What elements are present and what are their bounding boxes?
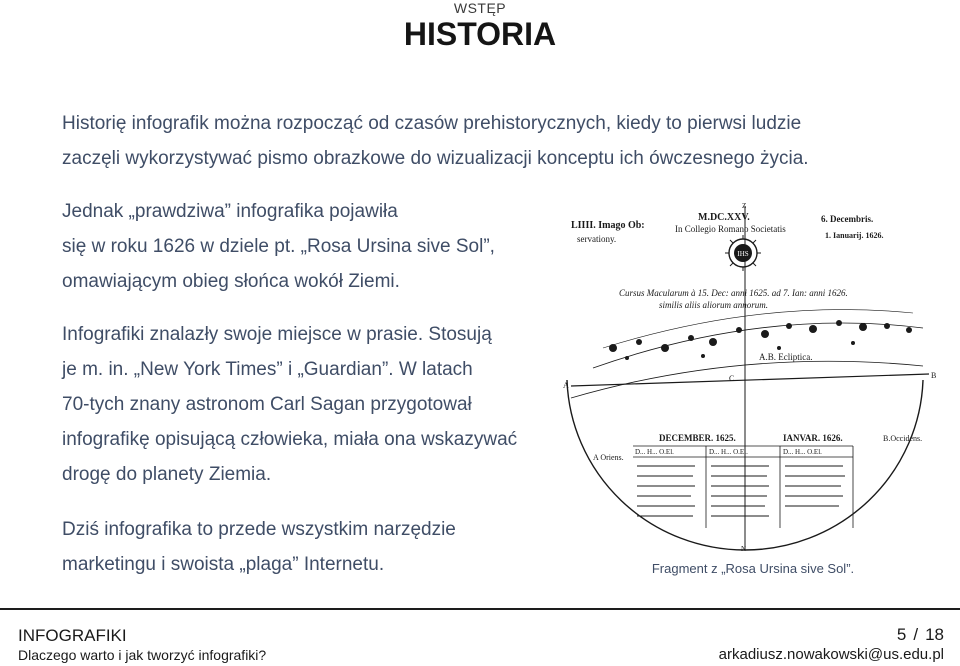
- figure-text: C: [729, 374, 735, 383]
- spot-path-line: [593, 323, 923, 368]
- page-current: 5: [896, 625, 907, 644]
- figure-text: D... H... O.El.: [783, 448, 822, 456]
- text-line: Dziś infografika to przede wszystkim narzędzie: [62, 519, 456, 540]
- text-line: Infografiki znalazły swoje miejsce w prasie. Stosują: [62, 324, 492, 345]
- figure-text: 6. Decembris.: [821, 214, 874, 224]
- page-number: [897, 625, 944, 645]
- text-line: infografikę opisującą człowieka, miała ona wskazywać: [62, 429, 518, 450]
- figure-text: A.B. Ecliptica.: [759, 352, 813, 362]
- figure-text: IANVAR. 1626.: [783, 433, 843, 443]
- figure-text: A Oriens.: [593, 453, 624, 462]
- text-line: się w roku 1626 w dziele pt. „Rosa Ursina sive Sol”,: [62, 236, 495, 257]
- figure-text: Cursus Macularum à 15. Dec: anni 1625. ad 7. Ian: anni 1626.: [619, 288, 848, 298]
- figure-text: D... H... O.El.: [635, 448, 674, 456]
- text-line: 70-tych znany astronom Carl Sagan przygotował: [62, 394, 472, 415]
- author-email: arkadiusz.nowakowski@us.edu.pl: [718, 646, 944, 663]
- press-paragraph: [62, 317, 542, 492]
- figure-text: B.Occidens.: [883, 434, 923, 443]
- historical-engraving: [563, 198, 943, 554]
- figure-text: LIIII. Imago Ob:: [571, 220, 645, 231]
- footer-subtitle: Dlaczego warto i jak tworzyć infografiki?: [18, 647, 267, 663]
- figure-caption: Fragment z „Rosa Ursina sive Sol”.: [651, 561, 855, 576]
- page-title: HISTORIA: [403, 16, 557, 52]
- page-separator: /: [913, 625, 919, 644]
- svg-text:IHS: IHS: [737, 250, 749, 258]
- text-line: je m. in. „New York Times” i „Guardian”. W latach: [62, 359, 473, 380]
- figure-text: M.DC.XXV.: [698, 212, 750, 223]
- footer-title: INFOGRAFIKI: [18, 626, 127, 645]
- text-line: omawiającym obieg słońca wokół Ziemi.: [62, 271, 400, 292]
- text-line: Jednak „prawdziwa” infografika pojawiła: [62, 201, 398, 222]
- text-line: zaczęli wykorzystywać pismo obrazkowe do wizualizacji konceptu ich ówczesnego życia.: [62, 148, 809, 169]
- figure-text: B: [931, 371, 937, 380]
- text-line: drogę do planety Ziemia.: [62, 464, 272, 485]
- figure-text: DECEMBER. 1625.: [659, 433, 736, 443]
- section-label: WSTĘP: [453, 0, 507, 16]
- text-line: marketingu i swoista „plaga” Internetu.: [62, 554, 385, 575]
- text-line: Historię infografik można rozpocząć od czasów prehistorycznych, kiedy to pierwsi ludzie: [62, 113, 802, 134]
- figure-text: servationy.: [577, 234, 617, 244]
- figure-text: 1. Ianuarij. 1626.: [825, 231, 884, 240]
- footer-divider: [0, 608, 960, 610]
- figure-text: D... H... O.El.: [709, 448, 748, 456]
- figure-text: In Collegio Romano Societatis: [675, 224, 786, 234]
- figure-text: N: [741, 545, 747, 553]
- rosa-ursina-paragraph: [62, 194, 542, 299]
- table-entries: [637, 466, 845, 516]
- figure-text: similis aliis aliorum annorum.: [659, 300, 769, 310]
- today-paragraph: [62, 512, 532, 582]
- intro-paragraph: [62, 106, 842, 176]
- rosa-ursina-figure: [563, 198, 943, 554]
- page-total: 18: [925, 625, 944, 644]
- ihs-emblem-icon: [725, 235, 761, 271]
- figure-text: Z: [742, 202, 747, 210]
- figure-text: A: [563, 381, 569, 390]
